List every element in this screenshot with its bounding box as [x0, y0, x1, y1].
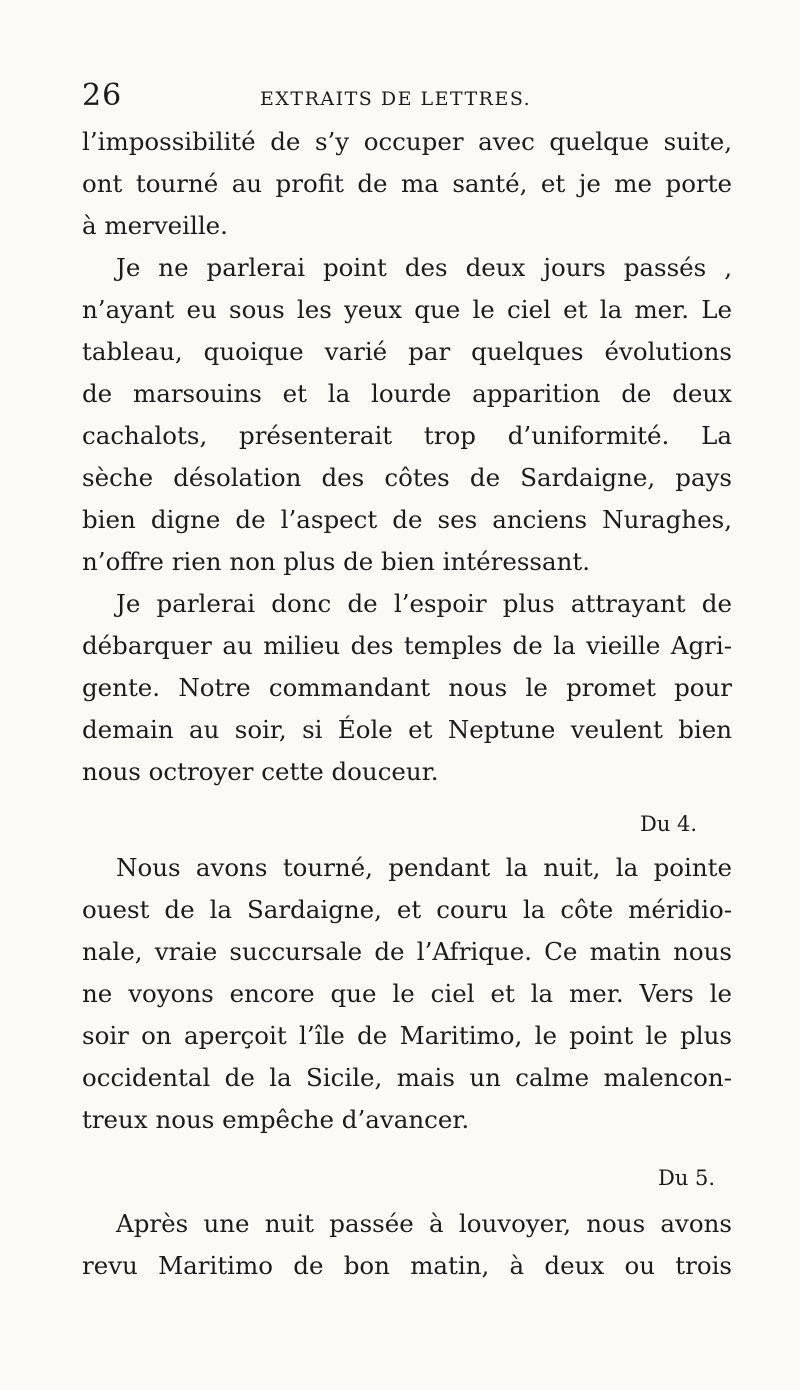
text-line: revu Maritimo de bon matin, à deux ou trois [82, 1251, 732, 1280]
text-line: Je ne parlerai point des deux jours passés , [116, 253, 732, 282]
entry-date: Du 4. [640, 812, 698, 836]
entry-date: Du 5. [658, 1166, 716, 1190]
text-line: occidental de la Sicile, mais un calme malencon- [82, 1063, 732, 1092]
text-line: demain au soir, si Éole et Neptune veulent bien [82, 715, 732, 744]
text-line: sèche désolation des côtes de Sardaigne, pays [82, 463, 732, 492]
text-line: ont tourné au profit de ma santé, et je me porte [82, 169, 732, 198]
text-line: tableau, quoique varié par quelques évolutions [82, 337, 732, 366]
text-line: nale, vraie succursale de l’Afrique. Ce matin nous [82, 937, 732, 966]
page-number: 26 [82, 78, 123, 113]
text-line: ne voyons encore que le ciel et la mer. Vers le [82, 979, 732, 1008]
text-line: de marsouins et la lourde apparition de deux [82, 379, 732, 408]
text-line: l’impossibilité de s’y occuper avec quelque suite, [82, 127, 732, 156]
text-line: Après une nuit passée à louvoyer, nous avons [116, 1209, 732, 1238]
text-line: gente. Notre commandant nous le promet pour [82, 673, 732, 702]
text-line: Je parlerai donc de l’espoir plus attrayant de [116, 589, 732, 618]
text-line: cachalots, présenterait trop d’uniformité. La [82, 421, 732, 450]
text-line: Nous avons tourné, pendant la nuit, la pointe [116, 853, 732, 882]
text-line: à merveille. [82, 211, 228, 240]
text-line: nous octroyer cette douceur. [82, 757, 439, 786]
text-line: n’ayant eu sous les yeux que le ciel et la mer. Le [82, 295, 732, 324]
text-line: n’offre rien non plus de bien intéressant. [82, 547, 590, 576]
text-line: bien digne de l’aspect de ses anciens Nuraghes, [82, 505, 732, 534]
text-line: débarquer au milieu des temples de la vieille Agri- [82, 631, 732, 660]
text-line: ouest de la Sardaigne, et couru la côte méridio- [82, 895, 732, 924]
text-line: treux nous empêche d’avancer. [82, 1105, 470, 1134]
page-header [82, 78, 732, 118]
text-line: soir on aperçoit l’île de Maritimo, le point le plus [82, 1021, 732, 1050]
running-title: EXTRAITS DE LETTRES. [260, 88, 532, 110]
